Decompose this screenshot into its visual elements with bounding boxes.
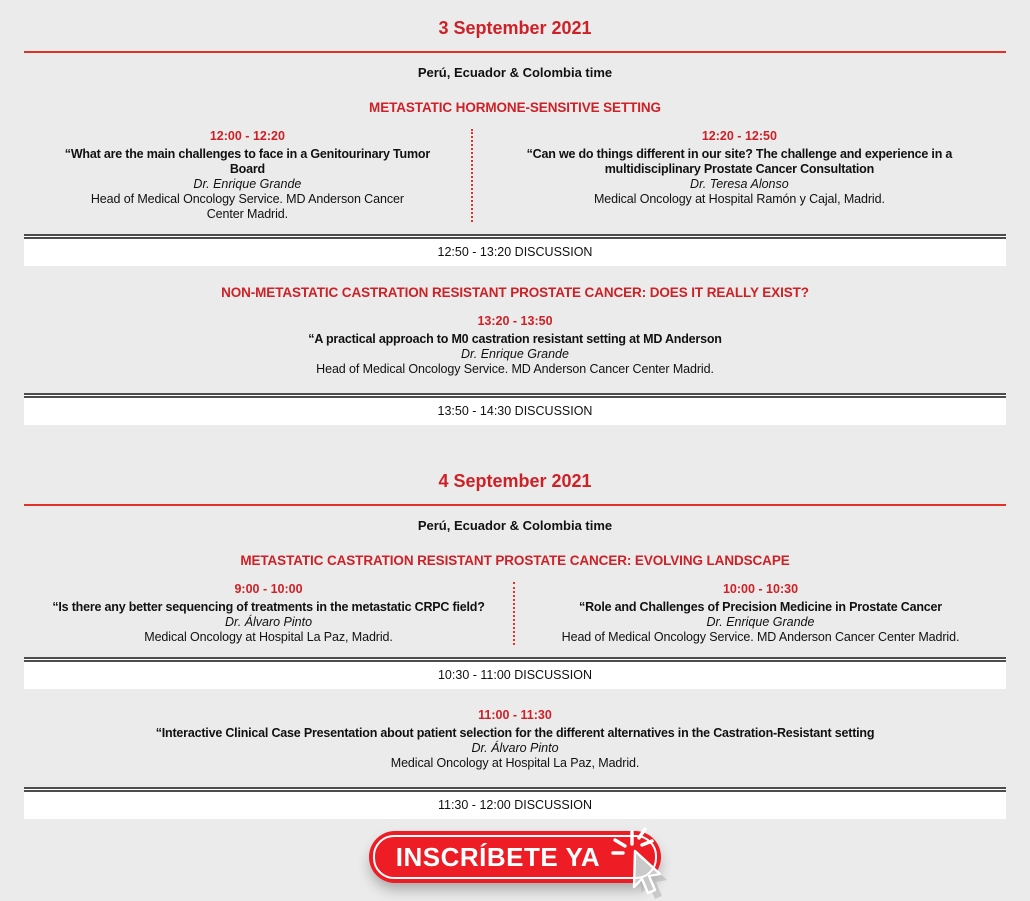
session-d1-single	[24, 314, 1006, 377]
session-speaker: Dr. Teresa Alonso	[690, 177, 789, 191]
discussion-bar: 10:30 - 11:00 DISCUSSION	[24, 657, 1006, 689]
day-2	[24, 471, 1006, 819]
session-affiliation: Head of Medical Oncology Service. MD Anderson Cancer Center Madrid.	[561, 630, 960, 644]
day-1-section-1-heading: METASTATIC HORMONE-SENSITIVE SETTING	[369, 100, 661, 115]
session-title: “Can we do things different in our site? The challenge and experience in a multidisciplinary Prostate Cancer Consultation	[526, 147, 953, 176]
session-title: “Role and Challenges of Precision Medicine in Prostate Cancer	[579, 600, 942, 614]
day-2-timezone-note: Perú, Ecuador & Colombia time	[417, 518, 613, 533]
session-title: “Interactive Clinical Case Presentation about patient selection for the different alternatives in the Castration-Resistant setting	[155, 726, 875, 740]
session-d1-left	[24, 129, 471, 222]
session-title: “Is there any better sequencing of treatments in the metastatic CRPC field?	[52, 600, 485, 614]
session-d2-right	[513, 582, 1006, 645]
session-affiliation: Medical Oncology at Hospital La Paz, Madrid.	[390, 756, 640, 770]
session-speaker: Dr. Enrique Grande	[461, 347, 569, 361]
discussion-bar: 11:30 - 12:00 DISCUSSION	[24, 787, 1006, 819]
session-d1-right	[471, 129, 1006, 222]
day-1-session-row	[24, 129, 1006, 222]
session-speaker: Dr. Enrique Grande	[706, 615, 815, 629]
session-time: 9:00 - 10:00	[234, 582, 303, 596]
day-2-title: 4 September 2021	[438, 471, 592, 491]
day-1-rule	[24, 51, 1006, 53]
inscribete-button[interactable]	[369, 831, 661, 883]
cta-area	[24, 831, 1006, 883]
day-1-section-2-heading: NON-METASTATIC CASTRATION RESISTANT PROSTATE CANCER: DOES IT REALLY EXIST?	[221, 285, 809, 300]
session-speaker: Dr. Álvaro Pinto	[224, 615, 313, 629]
day-2-section-1-heading: METASTATIC CASTRATION RESISTANT PROSTATE CANCER: EVOLVING LANDSCAPE	[240, 553, 790, 568]
day-2-rule	[24, 504, 1006, 506]
session-time: 13:20 - 13:50	[477, 314, 553, 328]
session-speaker: Dr. Enrique Grande	[193, 177, 302, 191]
session-affiliation: Medical Oncology at Hospital La Paz, Madrid.	[144, 630, 393, 644]
session-time: 10:00 - 10:30	[722, 582, 799, 596]
day-1-timezone-note: Perú, Ecuador & Colombia time	[417, 65, 613, 80]
session-speaker: Dr. Álvaro Pinto	[471, 741, 559, 755]
session-time: 12:20 - 12:50	[701, 129, 777, 143]
session-time: 11:00 - 11:30	[478, 708, 552, 722]
day-1	[24, 18, 1006, 425]
discussion-bar: 12:50 - 13:20 DISCUSSION	[24, 234, 1006, 266]
discussion-bar: 13:50 - 14:30 DISCUSSION	[24, 393, 1006, 425]
day-2-session-row	[24, 582, 1006, 645]
session-affiliation: Head of Medical Oncology Service. MD Anderson Cancer Center Madrid.	[90, 192, 404, 221]
day-1-title: 3 September 2021	[438, 18, 592, 38]
session-time: 12:00 - 12:20	[209, 129, 285, 143]
session-title: “A practical approach to M0 castration resistant setting at MD Anderson	[308, 332, 722, 346]
session-title: “What are the main challenges to face in a Genitourinary Tumor Board	[64, 147, 430, 176]
session-d2-left	[24, 582, 513, 645]
session-d2-single	[24, 708, 1006, 771]
session-affiliation: Medical Oncology at Hospital Ramón y Cajal, Madrid.	[593, 192, 885, 206]
inscribete-label: INSCRÍBETE YA	[395, 841, 601, 872]
session-affiliation: Head of Medical Oncology Service. MD Anderson Cancer Center Madrid.	[316, 362, 714, 376]
